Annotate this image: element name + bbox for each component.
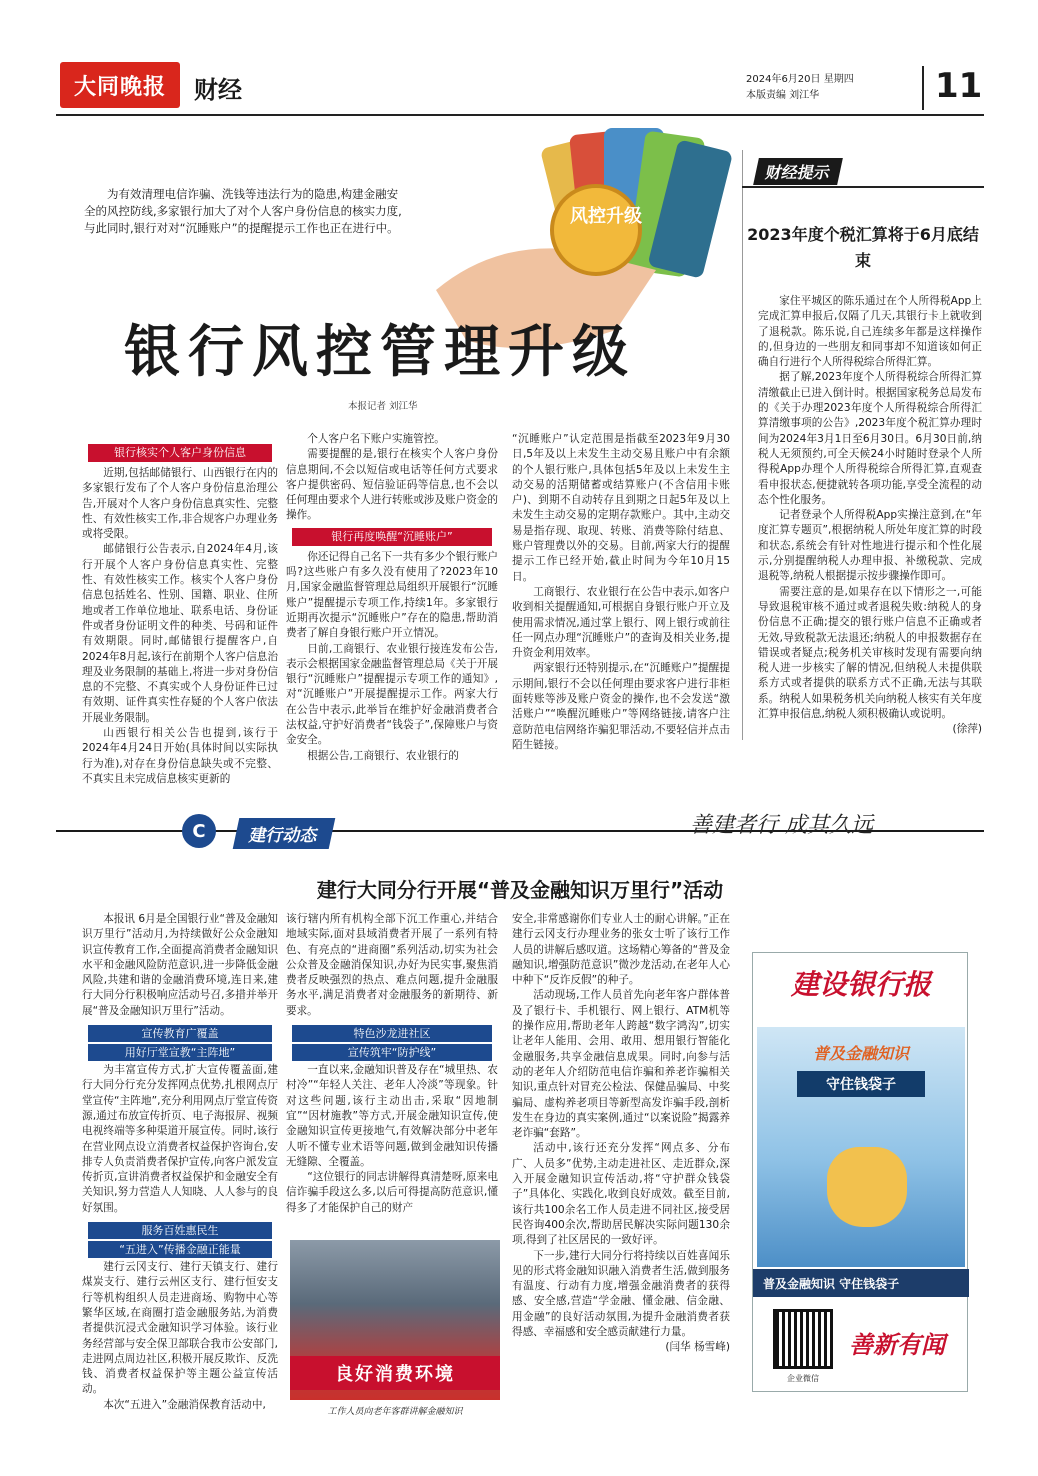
subhead: 特色沙龙进社区 (292, 1025, 492, 1042)
qr-label: 企业微信 (787, 1374, 819, 1383)
article1-col1 (82, 440, 278, 787)
article2-headline: 建行大同分行开展“普及金融知识万里行”活动 (316, 878, 724, 902)
paragraph: 该行辖内所有机构全部下沉工作重心,并结合地域实际,面对县域消费者开展了一系列有特色、有亮点的“进商圈”系列活动,切实为社会公众普及金融消保知识,办好为民实事,聚焦消费者反映强烈的热点、难点问题,提升金融服务水平,满足消费者对金融服务的新期待、新要求。 (286, 913, 498, 1017)
paragraph: 据了解,2023年度个人所得税综合所得汇算清缴截止已进入倒计时。根据国家税务总局发布的《关于办理2023年度个人所得税综合所得汇算清缴事项的公告》,2023年度个税汇算办理时间为2024年3月1日至6月30日。6月30日前,纳税人无须预约,可全天候24小时随时登录个人所得税App办理个人所得税综合所得汇算,直观查看申报状态,便捷就转各项功能,享受全流程的动态个性化服务。 (758, 371, 982, 506)
paragraph: 活动现场,工作人员首先向老年客户群体普及了银行卡、手机银行、网上银行、ATM机等的操作应用,帮助老年人跨越“数字鸿沟”,切实让老年人能用、会用、敢用、想用银行智能化金融服务,共享金融信息成果。同时,向参与活动的老年人介绍防范电信诈骗和养老诈骗相关知识,重点针对冒充公检法、保健品骗局、中奖骗局、虚构养老项目等新型高发诈骗手段,剖析发生在身边的真实案例,通过“以案说险”揭露养老诈骗“套路”。 (512, 989, 730, 1140)
paragraph: 安全,非常感谢你们专业人士的耐心讲解。”正在建行云冈支行办理业务的张女士听了该行工作人员的讲解后感叹道。这场精心筹备的“普及金融知识,增强防范意识”微沙龙活动,在老年人心中种下“反诈反假”的种子。 (512, 913, 730, 987)
ad-image (757, 1027, 965, 1267)
article2-col2 (286, 912, 498, 1216)
ad-image-subheading: 守住钱袋子 (797, 1071, 925, 1097)
tax-headline: 2023年度个税汇算将于6月底结束 (747, 225, 979, 270)
page-number: 11 (935, 66, 983, 106)
paragraph: 个人客户名下账户实施管控。 (307, 433, 445, 445)
paragraph: 为丰富宣传方式,扩大宣传覆盖面,建行大同分行充分发挥网点优势,扎根网点厅堂宣传“主阵地”,充分利用网点厅堂宣传资源,通过布放宣传折页、电子海报屏、视频电视终端等多种渠道开展宣传。同时,该行在营业网点设立消费者权益保护咨询台,安排专人负责消费者保护宣传,向客户派发宣传折页,宣讲消费者权益保护和金融安全有关知识,努力营造人人知晓、人人参与的良好氛围。 (82, 1064, 278, 1214)
paragraph: 本次“五进入”金融消保教育活动中, (103, 1398, 266, 1411)
coin-text: 风控升级 (570, 206, 642, 227)
article1-col3 (512, 432, 730, 753)
paragraph: 活动中,该行还充分发挥“网点多、分布广、人员多”优势,主动走进社区、走近群众,深入开展金融知识宣传活动,将“守护群众钱袋子”具体化、实践化,收到良好成效。截至目前,该行共100余名工作人员走进不同社区,接受居民咨询400余次,帮助居民解决实际问题130余项,得到了社区居民的一致好评。 (512, 1142, 730, 1247)
paragraph: 下一步,建行大同分行将持续以百姓喜闻乐见的形式将金融知识融入消费者生活,做到服务有温度、行动有力度,增强金融消费者的获得感、安全感,营造“学金融、懂金融、信金融、用金融”的良好活动氛围,为提升金融消费者获得感、幸福感和安全感贡献建行力量。 (512, 1249, 730, 1339)
paragraph: 家住平城区的陈乐通过在个人所得税App上完成汇算申报后,仅隔了几天,其银行卡上就收到了退税款。陈乐说,自己连续多年都是这样操作的,但身边的一些朋友和同事却不知道该如何正确自行进行个人所得税综合所得汇算。 (758, 295, 982, 369)
paragraph: 需要提醒的是,银行在核实个人客户身份信息期间,不会以短信或电话等任何方式要求客户提供密码、短信验证码等信息,也不会以任何理由要求个人进行转账或涉及账户资金的操作。 (286, 448, 498, 522)
paragraph: 建行云冈支行、建行天镇支行、建行煤炭支行、建行云州区支行、建行恒安支行等机构组织人员走进商场、购物中心等繁华区域,在商圈打造金融服务站,为消费者提供沉浸式金融知识学习体验。该行业务经营部与安全保卫部联合我市公安部门,走进网点周边社区,积极开展反欺诈、反洗钱、消费者权益保护等主题公益宣传活动。 (82, 1261, 278, 1396)
subhead: 服务百姓惠民生 (88, 1222, 272, 1239)
paragraph: 工商银行、农业银行在公告中表示,如客户收到相关提醒通知,可根据自身银行账户开立及使用需求情况,通过掌上银行、网上银行或前往任一网点办理“沉睡账户”的查询及相关业务,提升资金利用效率。 (512, 585, 730, 660)
ccb-newspaper-ad (752, 952, 968, 1392)
ad-title: 建设银行报 (790, 968, 931, 1001)
paragraph: 日前,工商银行、农业银行接连发布公告,表示会根据国家金融监督管理总局《关于开展银行“沉睡账户”提醒提示专项工作的通知》,对“沉睡账户”开展提醒提示工作。两家大行在公告中表示,此举旨在维护好金融消费者合法权益,守护好消费者“钱袋子”,保障账户与资金安全。 (286, 642, 498, 747)
photo-caption: 工作人员向老年客群讲解金融知识 (327, 1407, 463, 1417)
article2-col1 (82, 912, 278, 1413)
paragraph: 根据公告,工商银行、农业银行的 (307, 749, 459, 762)
paragraph: 山西银行相关公告也提到,该行于2024年4月24日开始(具体时间以实际执行为准),对存在身份信息缺失或不完整、不真实且未完成信息核实更新的 (82, 727, 278, 785)
money-bag-icon (827, 1147, 907, 1227)
subhead-dormant: 银行再度唤醒“沉睡账户” (292, 528, 492, 546)
paragraph: “沉睡账户”认定范围是指截至2023年9月30日,5年及以上未发生主动交易且账户中有余额的个人银行账户,具体包括5年及以上未发生主动交易的活期储蓄或结算账户(不含信用卡账户)、到期不自动转存且到期之日起5年及以上未发生主动交易的定期存款账户。其中,主动交易是指存现、取现、转账、消费等除付结息、账户管理费以外的交易。目前,两家大行的提醒提示工作已经开始,截止时间为今年10月15日。 (512, 433, 730, 583)
paragraph: 本报讯 6月是全国银行业“普及金融知识万里行”活动月,为持续做好公众金融知识宣传教育工作,全面提高消费者金融知识水平和金融风险防范意识,进一步降低金融风险,共建和谐的金融消费环境,连日来,建行大同分行积极响应活动号召,多措并举开展“普及金融知识万里行”活动。 (82, 913, 278, 1017)
photo-banner-text: 良好消费环境 (290, 1356, 500, 1390)
paragraph: 两家银行还特别提示,在“沉睡账户”提醒提示期间,银行不会以任何理由要求客户进行非柜面转账等涉及账户资金的操作,也不会发送“激活账户”“唤醒沉睡账户”等网络链接,请客户注意防范电信网络诈骗犯罪活动,不要轻信并点击陌生链接。 (512, 662, 730, 751)
paragraph: 记者登录个人所得税App实操注意到,在“年度汇算专题页”,根据纳税人所处年度汇算的时段和状态,系统会有针对性地进行提示和个性化展示,分别提醒纳税人办理申报、补缴税款、完成退税等,纳税人根据提示按步骤操作即可。 (758, 509, 982, 583)
subhead: 宣传教育广覆盖 (88, 1025, 272, 1042)
newspaper-logo: 大同晚报 (60, 62, 180, 108)
section-label: 建行动态 (233, 818, 336, 849)
date-editor (746, 72, 854, 104)
subhead-identity: 银行核实个人客户身份信息 (88, 444, 272, 462)
issue-date: 2024年6月20日 星期四 (746, 74, 854, 85)
paragraph: 一直以来,金融知识普及存在“城里热、农村冷”“年轻人关注、老年人冷淡”等现象。针对这些问题,该行主动出击,采取“因地制宜”“因材施教”等方式,开展金融知识宣传,使金融知识宣传更接地气,有效解决部分中老年人听不懂专业术语等问题,做到金融知识传播无缝隙、全覆盖。 (286, 1064, 498, 1168)
tips-body (758, 294, 982, 738)
paragraph: “这位银行的同志讲解得真清楚呀,原来电信诈骗手段这么多,以后可得提高防范意识,懂得多了才能保护自己的财产 (286, 1171, 498, 1214)
main-headline: 银行风控管理升级 (124, 320, 636, 385)
editor-credit: 本版责编 刘江华 (746, 90, 820, 101)
author-signoff: (徐萍) (952, 723, 982, 736)
article2-col3 (512, 912, 730, 1356)
author-signoff: (闫华 杨雪峰) (665, 1341, 730, 1354)
paragraph: 需要注意的是,如果存在以下情形之一,可能导致退税审核不通过或者退税失败:纳税人的身份信息不正确;提交的银行账户信息不正确或者无效,导致税款无法退还;纳税人的申报数据存在错误或者疑点;税务机关审核时发现有需要向纳税人进一步核实了解的情况,但纳税人未提供联系方式或者提供的联系方式不正确,无法与其联系。纳税人如果税务机关向纳税人核实有关年度汇算申报信息,纳税人须积极确认或说明。 (758, 585, 982, 721)
ad-caption: 普及金融知识 守住钱袋子 (753, 1269, 969, 1297)
masthead-rule (56, 114, 984, 116)
byline: 本报记者 刘江华 (348, 401, 418, 412)
ad-brand: 善新有闻 (849, 1330, 945, 1359)
subhead: 宣传筑牢“防护线” (292, 1044, 492, 1061)
ccb-logo-icon: C (182, 814, 216, 848)
intro-paragraph: 为有效清理电信诈骗、洗钱等违法行为的隐患,构建金融安全的风控防线,多家银行加大了对个人客户身份信息的核实力度,与此同时,银行对对“沉睡账户”的提醒提示工作也正在进行中。 (84, 187, 402, 235)
paragraph: 近期,包括邮储银行、山西银行在内的多家银行发布了个人客户身份信息治理公告,开展对个人客户身份信息真实性、完整性、有效性核实工作,非合规客户办理业务或将受限。 (82, 467, 278, 541)
tips-rule (742, 186, 984, 188)
qr-code-icon (773, 1309, 833, 1369)
masthead-divider (922, 66, 924, 110)
paragraph: 你还记得自己名下一共有多少个银行账户吗?这些账户有多久没有使用了?2023年10月,国家金融监督管理总局组织开展银行“沉睡账户”提醒提示专项工作,持续1年。多家银行近期再次提示“沉睡账户”存在的隐患,帮助消费者了解自身银行账户开立情况。 (286, 550, 498, 640)
section-name: 财经 (194, 75, 242, 104)
article1-col2 (286, 432, 498, 764)
subhead: “五进入”传播金融正能量 (88, 1241, 272, 1258)
tips-label: 财经提示 (753, 158, 843, 185)
paragraph: 邮储银行公告表示,自2024年4月,该行开展个人客户身份信息真实性、完整性、有效性核实工作。核实个人客户身份信息包括姓名、性别、国籍、职业、住所地或者工作单位地址、联系电话、身份证件或者身份证明文件的种类、号码和证件有效期限。同时,邮储银行提醒客户,自2024年8月起,该行在前期个人客户信息治理及业务限制的基础上,将进一步对身份信息的不完整、不真实或个人身份证件已过有效期、证件真实性存疑的个人客户依法开展业务限制。 (82, 543, 278, 724)
ccb-slogan: 善建者行 成其久远 (690, 813, 873, 838)
event-photo (290, 1240, 500, 1400)
subhead: 用好厅堂宣教“主阵地” (88, 1044, 272, 1061)
ad-image-heading: 普及金融知识 (812, 1044, 909, 1063)
